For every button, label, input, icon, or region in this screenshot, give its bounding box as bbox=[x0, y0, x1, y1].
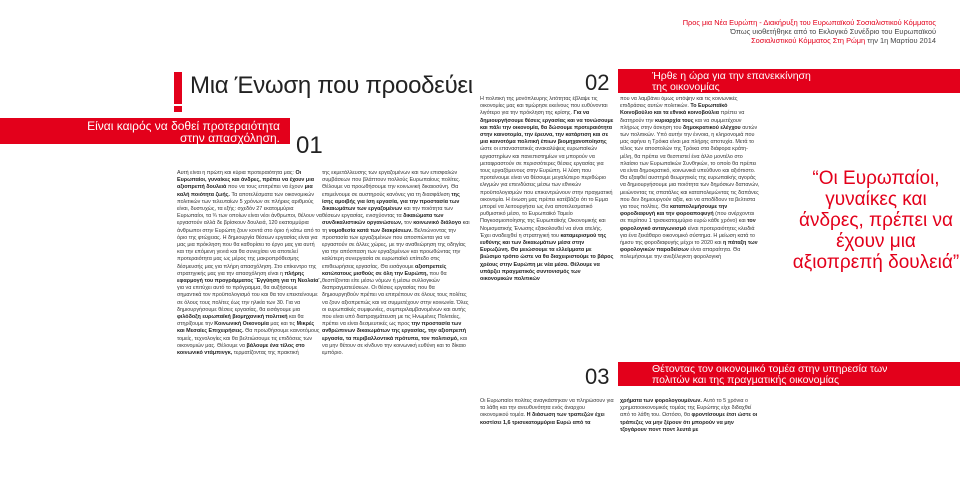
bold-run: Μικρές και Μεσαίες Επιχειρήσεις. bbox=[177, 321, 315, 335]
text-run: της εκμετάλλευσης των εργαζομένων και των επισφαλών συμβάσεων που βλάπτουν πολλούς Ευρωπαίους πολίτες. Θέλουμε να προωθήσουμε την κοινωνική δικαιοσύνη. Θα επιμείνουμε σε αυστηρούς κανόνες για τη διασφάλιση bbox=[322, 170, 461, 198]
bold-run: κυριαρχία τους bbox=[654, 117, 695, 124]
paragraph bbox=[322, 170, 472, 357]
right-page bbox=[480, 0, 960, 480]
bold-run: Θέλουμε να υπάρξει πραγματικός συντονισμός των οικονομικών πολιτικών bbox=[480, 261, 600, 283]
subtitle-line-2: στην απασχόληση. bbox=[179, 131, 280, 145]
section-number-01: 01 bbox=[296, 132, 323, 159]
header-line-3b: την 1η Μαρτίου 2014 bbox=[867, 36, 936, 45]
text-run: Βελτιώνοντας την προστασία των εργαζομένων που αποσπώνται για να εργαστούν σε άλλες χώρες, με την αναθεώρηση της οδηγίας για την απόσπαση των εργαζομένων και προωθώντας την καλύτερη συνεργασία σε ευρωπαϊκό επίπεδο στις επιθεωρήσεις εργασίας. Θα εισάγουμε bbox=[322, 227, 466, 270]
title-accent-bar bbox=[174, 72, 182, 104]
text-run: που να λαμβάνει όμως υπόψην και τις κοινωνικές επιδράσεις αυτών πολιτικών. bbox=[620, 96, 738, 110]
bold-run: την προστασία των ανθρώπινων δικαιωμάτων της εργασίας, την αξιοπρεπή εργασία, τα περιβαλλοντικά πρότυπα, τον πολιτισμό, bbox=[322, 321, 467, 342]
text-column-f bbox=[620, 398, 760, 480]
text-run: Θα προωθήσουμε καινοτόμους τομείς, τεχνολογίες και θα βελτιώσουμε τις επιδόσεις των οικονομιών μας. Θέλουμε να bbox=[177, 328, 320, 349]
bold-run: αξιοπρεπείς κατώτατους μισθούς σε όλη την Ευρώπη, bbox=[322, 263, 447, 277]
text-run: αυτών των πολιτικών. Υπό αυτήν την έννοια, η κληρονομιά που μας αφήνει η Τρόικα είναι μια πλήρης αποτυχία. Μετά το τέλος των αποστολών της Τρόικα στα διάφορα κράτη-μέλη, θα πρέπει να θεσπιστεί ένα άλλο μοντέλο στο πλαίσιο των Ευρωπαϊκών Συνθηκών, το οποίο θα πρέπει να είναι δημοκρατικό, κοινωνικά υπεύθυνο και αξιόπιστο. Θα εξαφθεί αυστηρά θεωρητικές της ευρωπαϊκής αγοράς να δημιουργήσουμε μια ποιότητα των δημόσιων δαπανών, μειώνοντας τις σπατάλες και καταπολεμώντας τις δαπάνες που δεν δημιουργούν αξία, και να αποδίδουν τα βελτιστα για τους πολίτες. Θα bbox=[620, 124, 760, 211]
title-accent-dot bbox=[174, 106, 182, 112]
text-run: και θα στηρίξουμε την bbox=[177, 314, 304, 328]
bold-run: κοινωνικό διάλογο bbox=[413, 220, 463, 227]
text-run: για να επιτύχει αυτό το πρόγραμμα, θα αυξήσουμε σημαντικά τον προϋπολογισμό του και θα τον επεκτείνουμε σε όλους τους πολίτες έως την ηλικία των 30. Για να δημιουργήσουμε θέσεις εργασίας, θα εισάγουμε μια bbox=[177, 285, 318, 313]
bold-run: νομοθεσία κατά των διακρίσεων. bbox=[328, 227, 415, 234]
bold-run: δικαιώματα των συνδικαλιστικών οργανώσεων, bbox=[322, 213, 444, 227]
text-column-c bbox=[480, 96, 614, 368]
text-run: πρέπει να διατηρούν την bbox=[620, 110, 745, 124]
text-run: είναι προτεραιότητες κλειδιά για ένα ξεκάθαρο οικονομικό σύστημα. Η μείωση κατά το ήμισυ της φοροδιαφυγής μέχρι το 2020 και bbox=[620, 225, 755, 247]
bold-run: βάλουμε ένα τέλος στο κοινωνικό ντάμπινγκ, bbox=[177, 342, 305, 357]
text-run: μας και τις bbox=[270, 321, 297, 328]
page-title: Μια Ένωση που προοδεύει bbox=[190, 72, 473, 99]
bold-run: Για να δημιουργήσουμε θέσεις εργασίας και να τονώσουμε και πάλι την οικονομία, θα δώσουμε προτεραιότητα στην καινοτομία, την έρευνα, την κατάρτιση και σε μια καινοτόμα πολιτική έπιων βιομηχανοποίησης bbox=[480, 110, 614, 146]
paragraph bbox=[480, 398, 614, 427]
text-run: και την ποιότητα των θέσεων εργασίας, ενισχύοντας τα bbox=[322, 206, 453, 220]
bold-run: ότι μπορούν να μην τζογάρουν ποντ ποντ λευτά με bbox=[620, 419, 734, 433]
text-run: που θα θεσπίζονται είτε μέσω νόμων ή μέσω συλλογικών διαπραγματεύσεων. Οι θέσεις εργασίας που θα δημιουργηθούν πρέπει να επιτρέπουν σε όλους τους πολίτες να ζουν αξιοπρεπώς και να συμμετέχουν στην κοινωνία. Όλες οι ευρωπαϊκές συμφωνίες, συμπεριλαμβανομένων και αυτής που είναι υπό διαπραγμάτευση με τις Ηνωμένες Πολιτείες, πρέπει να είναι δεσμευτικές ως προς bbox=[322, 270, 469, 328]
bold-run: της ίσης αμοιβής για ίση εργασία, για την προστασία των δικαιωμάτων των εργαζομένων bbox=[322, 191, 460, 213]
bold-run: Η διάσωση των τραπεζών έχει κοστίσει 1,6 τρισεκατομμύρια Ευρώ από τα bbox=[480, 412, 605, 426]
bold-run: φιλόδοξη ευρωπαϊκή βιομηχανική πολιτική bbox=[177, 314, 290, 321]
text-run: Η πολιτική της μονόπλευρης λιτότητας έβλαψε τις οικονομίες μας και τιμώρησε εκείνους που ευθύνονται λιγότερο για την πρόκληση της κρίσης. bbox=[480, 96, 608, 117]
text-run: είναι απαραίτητα. Θα πολεμήσουμε την ανεξέλεγκτη φορολογική bbox=[620, 247, 741, 261]
text-run: Αυτή είναι η πρώτη και κύρια προτεραιότητα μας: bbox=[177, 170, 296, 176]
bold-run: η πάταξη των φορολογικών παραδείσων bbox=[620, 240, 758, 254]
text-column-e bbox=[480, 398, 614, 480]
paragraph bbox=[620, 96, 760, 262]
header-line-2: Όπως υιοθετήθηκε από το Εκλογικό Συνέδριο του Ευρωπαϊκού bbox=[730, 27, 936, 36]
bold-run: καταπολεμήσουμε την φοροδιαφυγή και την φοροαποφυγή bbox=[620, 204, 728, 218]
text-run: τερματίζοντας της πρακτική bbox=[233, 350, 299, 357]
text-run: Αυτό το 5 χρόνια ο χρηματοοικονομικός τομέας της Ευρώπης είχε διδαχθεί από το λάθη του. Ωστόσο, θα bbox=[620, 398, 752, 419]
section-03-banner bbox=[618, 362, 960, 386]
text-run: και να συμμετέχουν πλήρως στην άσκηση του bbox=[620, 117, 742, 131]
paragraph bbox=[620, 398, 760, 434]
text-column-a bbox=[177, 170, 322, 480]
text-run: και να μην θέτουν σε κίνδυνο την κοινωνική ευθύνη και το δίκαιο εμπόριο. bbox=[322, 335, 468, 357]
running-header bbox=[683, 18, 936, 45]
section-number-02: 02 bbox=[585, 70, 610, 95]
section-number-03: 03 bbox=[585, 364, 610, 389]
text-run: τον bbox=[403, 220, 414, 227]
subtitle-line-1: Είναι καιρός να δοθεί προτεραιότητα bbox=[87, 119, 280, 133]
subtitle-banner bbox=[0, 118, 290, 144]
paragraph bbox=[177, 170, 322, 357]
bold-run: Το Ευρωπαϊκό Κοινοβούλιο και τα εθνικά κοινοβούλια bbox=[620, 103, 728, 117]
text-run: Οι Ευρωπαίοι πολίτες αναγκάστηκαν να πληρώσουν για τα λάθη και την ανευθυνότητα ενός άναρχου οικονομικού τομέα. bbox=[480, 398, 614, 419]
section-02-banner-line-1: Ήρθε η ώρα για την επανεκκίνηση bbox=[652, 70, 811, 82]
paragraph bbox=[480, 96, 614, 283]
text-run: ώστε οι επαναστατικές ανακαλύψεις ευρωπαϊκών εργαστηρίων και πανεπιστημίων να μπορούν να μεταφραστούν σε περισσότερες θέσεις εργασίας για τους εργαζόμενους στην Ευρώπη. Η λύση που προτείνουμε είναι να θέσουμε μεγαλύτερο περιθώριο ελιγμών για επενδύσεις μέσω των εθνικών προϋπολογισμών που επικεντρώνουν στην πραγματική οικονομία. Η ένωση μας πρέπει κατέβάζει ότι το Εμμα μπορεί να λειτουργήσει ως ένα αποτελεσματικό ρυθμιστικό μέσο, το Ευρωπαϊκό Ταμείο Παγκοσμιοποίησης της Ευρωπαϊκής Οικονομικής και Νομισματικής Ένωσης εξακολουθεί να είναι ατελής. Έχει αναδειχθεί η στρατηγική του bbox=[480, 146, 613, 239]
header-line-1: Προς μια Νέα Ευρώπη - Διακήρυξη του Ευρωπαϊκού Σοσιαλιστικού Κόμματος bbox=[682, 18, 936, 27]
text-run: (που ανέρχονται σε περίπου 1 τρισεκατομμύριο ευρώ κάθε χρόνο) και bbox=[620, 211, 755, 225]
header-line-3 bbox=[683, 36, 936, 45]
bold-run: μέσα στην Ευρωζώνη. Θα μειώσουμε τα ελλείμματα με βιώσιμο τρόπο ώστε να θα διαχειριστούμε το βάρος χρέους στην Ευρώπη με νέα μέσα. bbox=[480, 240, 614, 268]
section-03-banner-line-2: πολιτών και της πραγματικής οικονομίας bbox=[652, 373, 840, 386]
section-02-banner bbox=[618, 69, 960, 93]
bold-run: πλήρης εφαρμογή του προγράμματος ¨Εγγύηση για τη Νεολαία¨, bbox=[177, 270, 322, 285]
text-run: και τη bbox=[322, 220, 470, 234]
bold-run: φροντίσουμε έτσι ώστε οι τράπεζες να μην ξέρουν bbox=[620, 412, 758, 426]
text-run: που να τους επιτρέπει να έχουν bbox=[227, 184, 305, 191]
section-03-banner-line-1: Θέτοντας τον οικονομικό τομέα στην υπηρεσία των bbox=[652, 363, 888, 375]
text-run: Τα αποτελέσματα των οικονομικών πολιτικών των τελευταίων 5 χρόνων σε πλήρεις αριθμούς είναι, δυστυχώς, τα εξής: σχεδόν 27 εκατομμύρια Ευρωπαίοι, τα ¾ των οποίων είναι νέοι άνθρωποι, θέλουν να εργαστούν αλλά δε βρίσκουν δουλειά, 120 εκατομμύρια άνθρωποι στην Ευρώπη ζουν κοντά στο όριο ή κάτω από το όριο της φτώχειας. Η δημιουργία θέσεων εργασίας είναι για μας μια πρόκληση που θα καθορίσει το έργο μας για αυτή και την επόμενη γενιά και θα συνεχίσει να αποτελεί προτεραιότητα μας ως μέρος της μακροπρόθεσμης δέσμευσής μας για πλήρη απασχόληση. Στο επίκεντρο της στρατηγικής μας για την απασχόληση είναι η bbox=[177, 191, 322, 277]
bold-run: τον φορολογικό ανταγωνισμό bbox=[620, 218, 756, 232]
bold-run: καταμερισμού της ευθύνης και των δικαιωμάτων bbox=[480, 232, 607, 247]
text-column-b bbox=[322, 170, 472, 480]
header-line-3a: Σοσιαλιστικού Κόμματος Στη Ρώμη bbox=[751, 36, 868, 45]
section-02-banner-line-2: της οικονομίας bbox=[652, 80, 720, 93]
pull-quote: “Οι Ευρωπαίοι, γυναίκες και άνδρες, πρέπει να έχουν μια αξιοπρεπή δουλειά” bbox=[792, 168, 960, 273]
bold-run: δημοκρατικού ελέγχου bbox=[682, 124, 743, 131]
text-column-d bbox=[620, 96, 760, 368]
bold-run: χρήματα των φορολογουμένων. bbox=[620, 398, 704, 404]
bold-run: μια καλή ποιότητα ζωής. bbox=[177, 184, 313, 198]
bold-run: Κοινωνική Οικονομία bbox=[214, 321, 271, 328]
bold-run: Οι Ευρωπαίοι, γυναίκες και άνδρες, πρέπει να έχουν μια αξιοπρεπή δουλειά bbox=[177, 170, 315, 191]
